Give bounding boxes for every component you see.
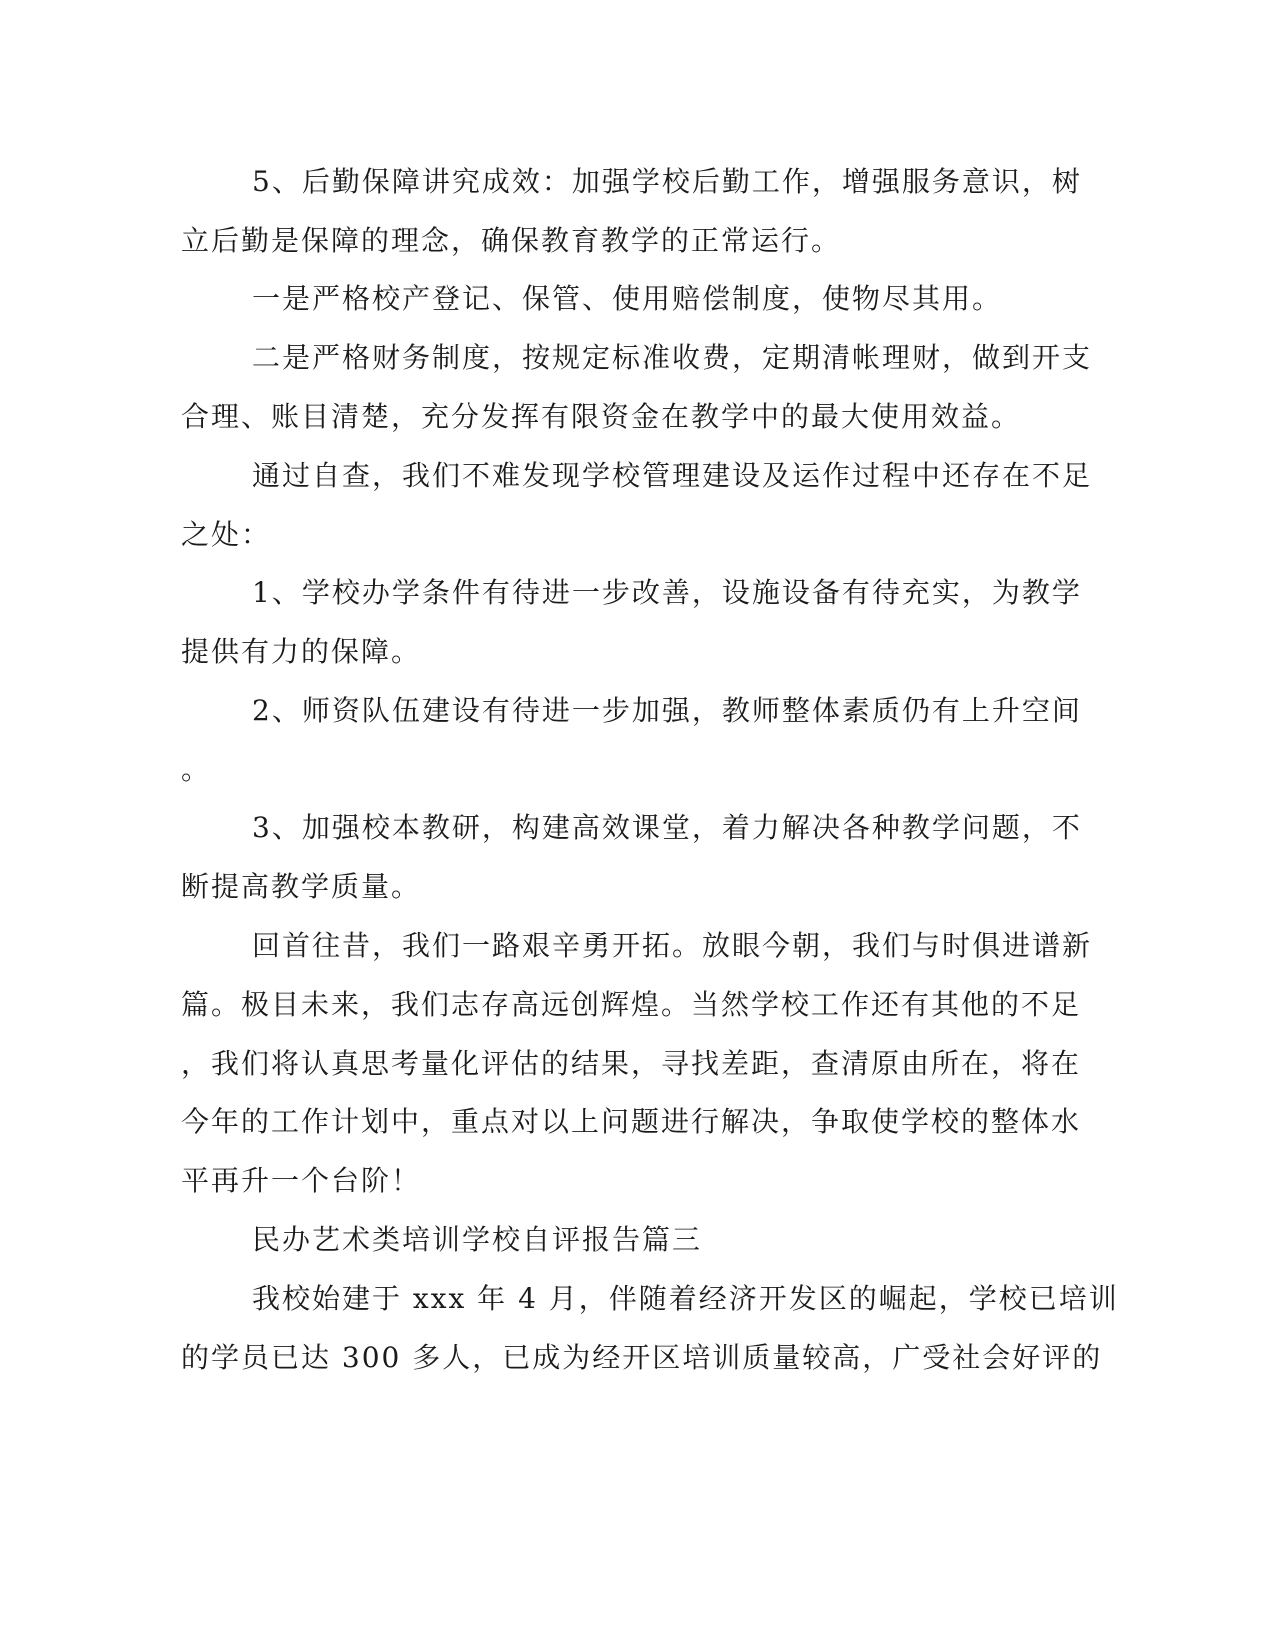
paragraph-line: ，我们将认真思考量化评估的结果，寻找差距，查清原由所在，将在 (181, 1047, 1082, 1080)
paragraph-line: 之处： (181, 518, 272, 551)
paragraph-line: 5、后勤保障讲究成效：加强学校后勤工作，增强服务意识，树 (252, 165, 1082, 198)
paragraph-line: 。 (181, 753, 212, 786)
paragraph-line: 1、学校办学条件有待进一步改善，设施设备有待充实，为教学 (252, 576, 1082, 609)
paragraph-line: 回首往昔，我们一路艰辛勇开拓。放眼今朝，我们与时俱进谱新 (252, 929, 1093, 962)
paragraph-line: 通过自查，我们不难发现学校管理建设及运作过程中还存在不足 (252, 459, 1093, 492)
paragraph-line: 一是严格校产登记、保管、使用赔偿制度，使物尽其用。 (252, 282, 1003, 315)
paragraph-line: 合理、账目清楚，充分发挥有限资金在教学中的最大使用效益。 (181, 400, 1022, 433)
paragraph-line: 立后勤是保障的理念，确保教育教学的正常运行。 (181, 224, 842, 257)
paragraph-line: 的学员已达 300 多人，已成为经开区培训质量较高，广受社会好评的 (181, 1341, 1103, 1374)
paragraph-line: 篇。极目未来，我们志存高远创辉煌。当然学校工作还有其他的不足 (181, 988, 1082, 1021)
paragraph-line: 提供有力的保障。 (181, 635, 422, 668)
section-heading: 民办艺术类培训学校自评报告篇三 (252, 1223, 703, 1256)
paragraph-line: 二是严格财务制度，按规定标准收费，定期清帐理财，做到开支 (252, 341, 1093, 374)
paragraph-line: 今年的工作计划中，重点对以上问题进行解决，争取使学校的整体水 (181, 1105, 1082, 1138)
paragraph-line: 2、师资队伍建设有待进一步加强，教师整体素质仍有上升空间 (252, 694, 1082, 727)
paragraph-line: 3、加强校本教研，构建高效课堂，着力解决各种教学问题，不 (252, 811, 1082, 844)
paragraph-line: 我校始建于 xxx 年 4 月，伴随着经济开发区的崛起，学校已培训 (252, 1282, 1119, 1315)
paragraph-line: 断提高教学质量。 (181, 870, 422, 903)
paragraph-line: 平再升一个台阶！ (181, 1164, 422, 1197)
